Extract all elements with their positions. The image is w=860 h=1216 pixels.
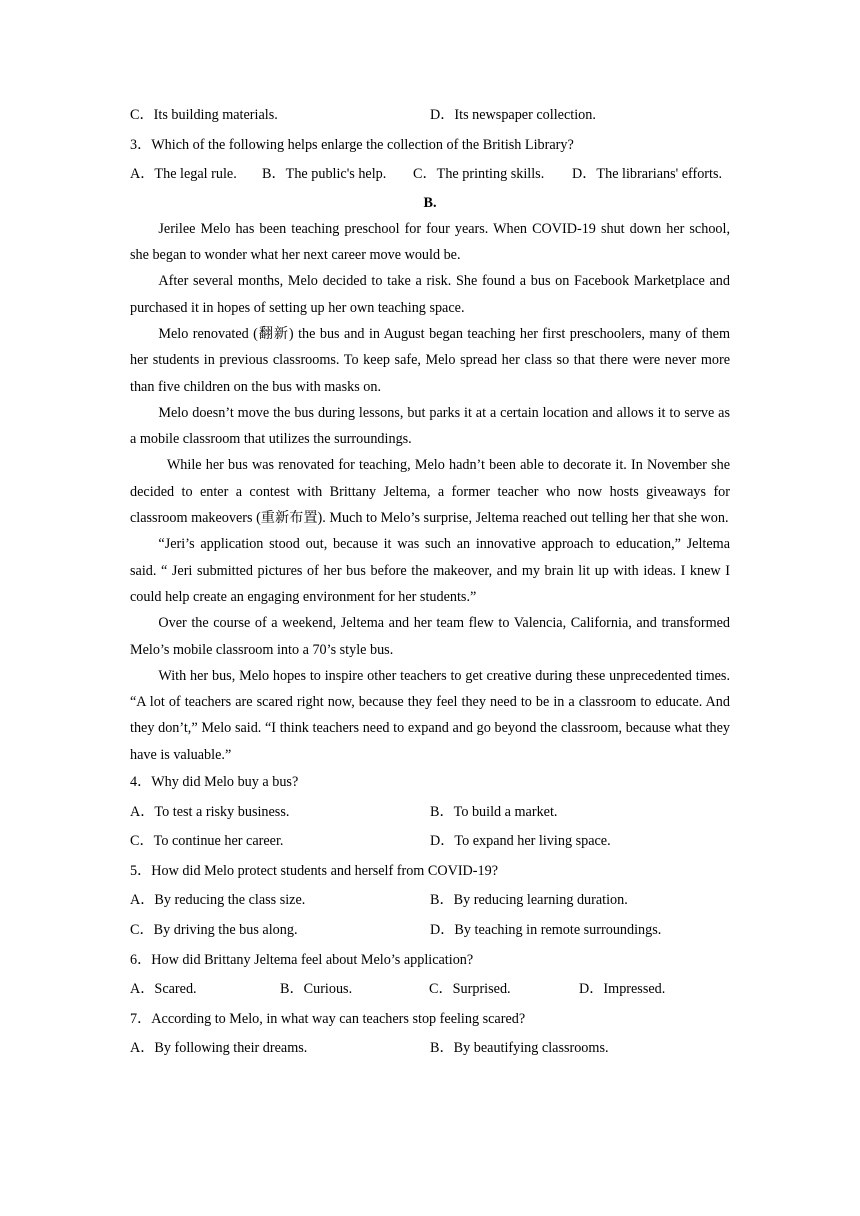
q3-option-c: C．The printing skills. (413, 166, 545, 183)
q5-options-cd (130, 916, 730, 946)
q2-option-c: C．Its building materials. (130, 107, 278, 123)
q3-options (130, 160, 730, 190)
passage-paragraph: “Jeri’s application stood out, because it was such an innovative approach to education,” Jeltema said. “ Jeri submitted pictures of her bus before the makeover, and my brain lit up with ideas. I knew I could help create an engaging environment for her students.” (130, 536, 730, 605)
passage-paragraph: Over the course of a weekend, Jeltema and her team flew to Valencia, California, and transformed Melo’s mobile classroom into a 70’s style bus. (130, 615, 730, 658)
q6-option-d: D．Impressed. (579, 981, 666, 998)
q6-option-b: B．Curious. (280, 981, 353, 998)
passage-paragraph: Melo renovated (翻新) the bus and in August began teaching her first preschoolers, many of them her students in previous classrooms. To keep safe, Melo spread her class so that there were never more than five children on the bus with masks on. (130, 325, 730, 395)
passage-paragraph: With her bus, Melo hopes to inspire other teachers to get creative during these unprecedented times. “A lot of teachers are scared right now, because they feel they need to be in a classroom to educate. And they don’t,” Melo said. “I think teachers need to expand and go beyond the classroom, because what they have is valuable.” (130, 667, 730, 763)
q4-option-b: B．To build a market. (430, 803, 558, 820)
q2-option-d: D．Its newspaper collection. (430, 107, 596, 123)
exam-page (130, 101, 730, 1064)
q5-option-b: B．By reducing learning duration. (430, 892, 628, 909)
q7-option-a: A．By following their dreams. (130, 1040, 308, 1057)
q5-options-ab (130, 886, 730, 916)
q5-option-d: D．By teaching in remote surroundings. (430, 921, 662, 938)
q7-options-ab (130, 1034, 730, 1064)
q7-stem: 7．According to Melo, in what way can teachers stop feeling scared? (130, 1010, 526, 1027)
q5-option-a: A．By reducing the class size. (130, 892, 306, 909)
q2-options-cd (130, 101, 730, 131)
q4-option-c: C．To continue her career. (130, 833, 284, 850)
passage-paragraph: While her bus was renovated for teaching, Melo hadn’t been able to decorate it. In November she decided to enter a contest with Brittany Jeltema, a former teacher who now hosts giveaways for classroom makeovers (重新布置). Much to Melo’s surprise, Jeltema reached out telling her that she won. (130, 457, 730, 527)
q3-stem: 3．Which of the following helps enlarge the collection of the British Library? (130, 136, 574, 153)
q4-option-a: A．To test a risky business. (130, 803, 290, 820)
q3-option-d: D．The librarians' efforts. (572, 166, 723, 183)
q4-options-ab (130, 798, 730, 828)
q3-option-b: B．The public's help. (262, 166, 387, 183)
q5-stem: 5．How did Melo protect students and herself from COVID-19? (130, 862, 499, 879)
q6-option-a: A．Scared. (130, 981, 197, 998)
passage-heading: B. (423, 194, 437, 211)
q4-stem: 4．Why did Melo buy a bus? (130, 774, 299, 791)
q7-option-b: B．By beautifying classrooms. (430, 1040, 609, 1057)
q4-option-d: D．To expand her living space. (430, 833, 611, 850)
q3-option-a: A．The legal rule. (130, 166, 237, 183)
q5-option-c: C．By driving the bus along. (130, 921, 298, 938)
q6-option-c: C．Surprised. (429, 981, 511, 998)
q6-options (130, 975, 730, 1005)
q4-options-cd (130, 827, 730, 857)
passage-paragraph: Jerilee Melo has been teaching preschool for four years. When COVID-19 shut down her school, she began to wonder what her next career move would be. (130, 220, 730, 264)
passage-paragraph: After several months, Melo decided to take a risk. She found a bus on Facebook Marketplace and purchased it in hopes of setting up her own teaching space. (130, 273, 730, 316)
passage-paragraph: Melo doesn’t move the bus during lessons, but parks it at a certain location and allows it to serve as a mobile classroom that utilizes the surroundings. (130, 404, 730, 448)
q6-stem: 6．How did Brittany Jeltema feel about Melo’s application? (130, 951, 474, 968)
